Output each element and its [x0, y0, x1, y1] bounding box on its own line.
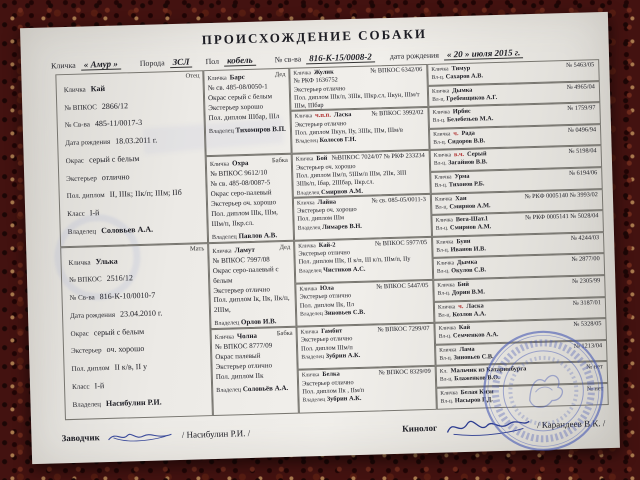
field-label: Кличка — [436, 260, 455, 268]
field-value: 23.04.2010 г. — [119, 308, 163, 319]
ancestor-number: № ВПКОС 5447/05 — [376, 281, 429, 291]
ancestor-number: № 2877/00 — [571, 255, 600, 264]
field-row — [66, 152, 202, 165]
field-label: Вл-ц. — [433, 139, 447, 146]
field-label: Кличка — [63, 85, 86, 94]
pedigree-line: Экстерьер отлично — [215, 361, 273, 371]
pedigree-line: Пол. диплом Iк, IIк, IIк/п, 2IIIм, — [213, 294, 290, 315]
ancestor-number: № 4965/04 — [566, 82, 595, 91]
ancestor-number: № ВПКОС 5977/05 — [374, 238, 428, 248]
ancestor-number: № 5328/05 — [573, 320, 602, 329]
ancestor-number: № 1213/04 — [573, 341, 603, 350]
field-label: Кличка — [299, 286, 318, 293]
field-row — [69, 272, 205, 285]
field-label: № Св-ва — [69, 293, 95, 303]
field-label: Кличка — [439, 346, 457, 354]
field-label: Кличка — [296, 199, 315, 207]
ancestor-name: Урма — [454, 172, 470, 181]
champion-prefix: ч. — [453, 129, 459, 138]
field-label: Класс — [67, 209, 85, 219]
ancestor-name: Белая Кизи — [460, 388, 494, 397]
owner-name: Сидоров В.В. — [447, 137, 486, 146]
pedigree-line: Экстерьер хорошо — [208, 102, 264, 112]
field-label: Кличка — [431, 87, 450, 95]
field-label: Кличка — [431, 66, 449, 73]
round-blue-stamp — [471, 318, 616, 463]
owner-name: Гребенщиков А.Г. — [446, 93, 498, 103]
pedigree-line: Пол. диплом IIкун, IIу, 3IIIк, IIIм, IIIм/в — [294, 126, 404, 137]
pedigree-line: Экстерьер оч. хорошо — [210, 198, 277, 209]
pedigree-cell-greatgrandparent — [290, 107, 429, 154]
breeder-name: / Насибулин Р.И. / — [181, 427, 251, 440]
owner-name: Смирнов А.М. — [449, 223, 492, 232]
pedigree-line: Пол. диплом IIIк, IIIм, IIIм/п, IIкр.сл. — [211, 208, 279, 229]
ancestor-name: Вега-Шат.1 — [455, 215, 489, 224]
ancestor-name: Бой — [316, 155, 328, 163]
field-label: Кличка — [440, 390, 458, 397]
field-label: Пол. диплом — [66, 191, 105, 201]
ancestor-name: Жулик — [313, 68, 334, 77]
field-label: Вл-ц. — [431, 74, 445, 81]
dob-value: « 20 » июля 2015 г. — [444, 47, 524, 60]
ancestor-number: № РКФ 0005141 № 5028/04 — [525, 212, 599, 222]
field-label: Пол. диплом — [71, 364, 110, 374]
pedigree-line: Окрас серо-палевый — [210, 188, 272, 199]
owner-name: Чистиков А.С. — [323, 265, 366, 274]
field-value: отлично — [101, 171, 130, 182]
pedigree-line: Окрас палевый — [215, 351, 261, 361]
owner-row — [209, 125, 287, 137]
ancestor-name: Кай-2 — [318, 241, 336, 249]
field-label: Экстерьер — [70, 346, 102, 356]
pedigree-line: Пол. диплом IIк, IIл — [299, 300, 355, 310]
ancestor-name: Бий — [457, 280, 470, 289]
pedigree-line: № ВПКОС 7997/08 — [212, 255, 270, 265]
field-label: Кличка — [301, 372, 320, 379]
field-label: Вл-ц. — [433, 160, 447, 168]
field-row — [68, 254, 204, 267]
field-label: Вл-ц. — [432, 117, 446, 125]
pedigree-line: Экстерьер оч. хорошо — [297, 205, 357, 215]
field-label: Кличка — [207, 75, 227, 83]
field-label: № Св-ва — [64, 120, 91, 130]
field-label: Вл-ц. — [440, 398, 454, 405]
owner-name: Зубрин А.К. — [326, 395, 362, 404]
owner-name: Белебезьев М.А. — [446, 115, 494, 124]
ancestor-number: №ВПКОС 7024/07 № РКФ 233234 — [331, 152, 425, 163]
field-value: 18.03.2011 г. — [115, 135, 158, 146]
field-row — [64, 99, 200, 112]
ancestor-name: Чолна — [236, 331, 258, 341]
ancestor-name: Юла — [319, 284, 334, 292]
pedigree-cell-greatgrandparent — [298, 366, 437, 413]
field-value: Кай — [90, 83, 106, 94]
pedigree-cell-grandmother-maternal — [211, 327, 299, 416]
kinolog-label: Кинолог — [402, 422, 438, 434]
field-row — [69, 289, 205, 302]
field-label: Владелец — [214, 320, 240, 328]
field-row — [68, 223, 204, 236]
dog-name-value: « Амур » — [81, 58, 121, 70]
ancestor-name: Тимур — [451, 64, 471, 73]
pedigree-line: Экстерьер отлично — [213, 284, 270, 295]
field-value: 2516/12 — [106, 273, 134, 284]
ancestor-name: Серый — [466, 150, 487, 159]
field-label: Кличка — [433, 131, 451, 138]
ancestor-number: № 1759/97 — [567, 104, 596, 113]
field-label: Кличка — [438, 325, 456, 332]
field-label: Дата рождения — [65, 137, 111, 148]
owner-name: Соловьёв А.А. — [242, 383, 289, 394]
field-row — [65, 117, 201, 130]
ancestor-number: № РКФ 0005140 № 3993/02 — [524, 190, 598, 200]
field-label: Кл. — [439, 368, 448, 376]
generation-label-babka: Бабка — [276, 329, 293, 338]
pedigree-line: Экстерьер отлично — [301, 378, 354, 388]
field-value: 2866/12 — [101, 100, 129, 111]
field-row — [70, 307, 206, 320]
field-row — [70, 325, 206, 338]
field-row — [72, 378, 208, 391]
ancestor-name: Ирбис — [452, 107, 471, 116]
dog-name-label: Кличка — [50, 60, 76, 71]
pedigree-line: Пол. диплом IIк — [215, 371, 264, 381]
field-label: Кличка — [298, 242, 316, 250]
field-label: Вл-ц. — [438, 333, 452, 340]
field-label: Владелец — [295, 138, 319, 145]
pedigree-cell-greatgrandparent — [293, 193, 432, 240]
ancestor-name: Лайна — [317, 198, 337, 206]
ancestor-number: № 5463/05 — [565, 61, 595, 70]
ancestor-name: Буян — [456, 237, 471, 245]
pedigree-cell-grandmother-paternal — [206, 154, 294, 243]
ancestor-number: № ВПКОС 3992/02 — [371, 109, 424, 118]
owner-name: Смирнов А.М. — [449, 201, 491, 211]
owner-name: Семченков А.А. — [452, 331, 499, 340]
pedigree-line: Пол. диплом IIIбар, IIIл — [208, 111, 280, 122]
champion-prefix: ч.п.п. — [315, 111, 331, 120]
pedigree-line: Пол. диплом IIIк/п, 3IIIк, IIIкр.сл, IIкун, IIIм/т — [293, 91, 420, 102]
field-value: 816-К-10/0010-7 — [99, 290, 156, 302]
field-label: Вл-ц. — [432, 96, 445, 103]
field-label: Вл-ц. — [434, 182, 448, 189]
champion-prefix: ч. — [458, 302, 464, 310]
generation-label-ded: Дед — [279, 243, 291, 251]
field-row — [67, 188, 203, 201]
owner-name: Павлов А.В. — [238, 231, 278, 241]
field-label: Кличка — [434, 195, 453, 203]
field-label: Окрас — [65, 156, 85, 165]
field-label: Владелец — [296, 189, 320, 197]
pedigree-cell-grandfather-paternal — [203, 68, 291, 157]
ancestor-name: Охра — [231, 159, 249, 168]
ancestor-name: Лама — [459, 345, 475, 353]
cert-number-value: 816-К-15/0008-2 — [306, 51, 375, 64]
field-value: II, IIIк; IIк/п; IIIм; IIб — [109, 188, 182, 200]
field-row — [64, 81, 200, 94]
field-label: Кличка — [432, 109, 450, 116]
breed-value: ЗСЛ — [169, 56, 192, 68]
pedigree-line: Пол. диплом IIк , IIм/п — [302, 386, 365, 396]
field-label: Владелец — [208, 128, 234, 135]
field-row — [66, 170, 202, 183]
owner-name: Орлов И.В. — [240, 317, 277, 327]
pedigree-cell-mother — [60, 243, 213, 420]
field-label: Владелец — [298, 267, 322, 275]
owner-name: Загайнов В.В. — [448, 158, 488, 167]
cert-number-label: № св-ва — [274, 54, 302, 65]
owner-name: Тихомиров В.П. — [235, 124, 286, 135]
ancestor-number: № ВПКОС 7299/07 — [377, 325, 430, 334]
field-label: Владелец — [216, 387, 242, 394]
pedigree-line: № св. 485-08/0050-1 — [207, 82, 268, 93]
field-label: Кличка — [214, 334, 235, 342]
field-label: № ВПКОС — [68, 275, 102, 285]
pedigree-line: Экстерьер отлично — [294, 119, 347, 129]
field-label: Вл-ц. — [439, 376, 453, 384]
ancestor-name: Мальчик из Катаринбурга — [450, 365, 527, 375]
field-label: Вл-ц. — [436, 268, 450, 276]
owner-name: Козлов А.А. — [452, 310, 487, 318]
breeder-signature — [106, 427, 176, 445]
field-label: Окрас — [70, 329, 89, 338]
ancestor-number: № ВПКОС 8329/09 — [378, 368, 431, 377]
pedigree-cell-greatgrandparent — [292, 150, 431, 197]
field-label: Вл-ц. — [435, 204, 448, 211]
field-value: Улька — [95, 256, 118, 266]
generation-label-mother: Мать — [189, 244, 205, 253]
ancestor-name: Барс — [229, 73, 245, 82]
ancestor-name: Ласка — [466, 301, 484, 310]
owner-row — [216, 384, 294, 396]
pedigree-cell-grandfather-maternal — [208, 240, 296, 329]
pedigree-cell-greatgrandparent — [296, 323, 435, 370]
field-value: Соловьев А.А. — [101, 224, 154, 235]
field-label: Владелец — [302, 397, 326, 404]
field-label: Кличка — [435, 217, 453, 224]
ancestor-name: Хан — [455, 194, 467, 202]
field-value: Насибулин Р.И. — [105, 397, 162, 408]
pedigree-line: Окрас серый с белым — [207, 92, 273, 102]
ancestor-number: № нет — [586, 363, 603, 371]
ancestor-number: № 2305/99 — [571, 277, 601, 285]
ancestor-name: Дымка — [456, 258, 478, 267]
ancestor-number: № 5198/04 — [568, 147, 597, 156]
field-label: Владелец — [72, 399, 102, 409]
field-value: I-й — [89, 208, 100, 218]
field-label: Владелец — [211, 234, 237, 241]
field-label: Вл-ц. — [438, 312, 451, 319]
field-row — [65, 134, 201, 147]
sex-label: Пол — [205, 56, 220, 67]
pedigree-line: Экстерьер оч. хорошо — [295, 162, 356, 172]
owner-name: Зубрин А.К. — [325, 352, 361, 360]
pedigree-line: № св. 485-08/0087-5 — [210, 178, 271, 189]
ancestor-number: № 0496/94 — [567, 126, 597, 134]
field-label: Кличка — [300, 329, 319, 336]
pedigree-cell-father — [55, 70, 208, 247]
pedigree-line: № РКФ 1636752 — [293, 76, 338, 86]
pedigree-line: Окрас серо-палевый с белым — [212, 264, 279, 285]
field-value: I-й — [94, 380, 105, 391]
field-label: Кличка — [212, 248, 232, 255]
owner-name: Насыров Г.Д. — [454, 396, 493, 405]
pedigree-line: IIIм, IIIбар — [294, 102, 324, 110]
ancestor-number: № 6194/06 — [568, 169, 598, 177]
pedigree-line: Экстерьер отлично — [300, 335, 353, 345]
pedigree-cell-greatgrandparent — [295, 280, 434, 327]
field-value: серый с белым — [93, 326, 145, 337]
ancestor-name: Белка — [322, 370, 340, 379]
ancestor-number: № ВПКОС 6342/06 — [370, 66, 423, 75]
field-value: II к/в, II у — [114, 361, 148, 372]
owner-name: Зиновьев С.В. — [324, 308, 366, 317]
field-label: Кличка — [293, 70, 312, 77]
field-label: Кличка — [295, 156, 314, 164]
owner-name: Тихонов Р.Б. — [448, 180, 485, 189]
ancestor-number: № 4244/03 — [570, 233, 600, 242]
ancestor-name: Ласка — [333, 111, 352, 119]
field-label: Кличка — [437, 303, 456, 311]
sex-value: кобель — [224, 55, 256, 67]
field-label: Кличка — [437, 282, 455, 289]
document-title: ПРОИСХОЖДЕНИЕ СОБАКИ — [201, 25, 428, 48]
field-value: серый с белым — [88, 153, 140, 165]
owner-name: Окулов С.В. — [451, 266, 487, 275]
pedigree-line: Экстерьер отлично — [293, 84, 346, 94]
owner-name: Иванов И.В. — [450, 245, 486, 254]
pedigree-line: № ВПКОС 9612/10 — [210, 168, 268, 179]
pedigree-line: Пол. диплом IIм/п, 5IIIм/п IIIм, 2IIк, 3III — [296, 169, 407, 180]
field-label: Класс — [71, 382, 90, 391]
pedigree-cell-greatgrandparent — [294, 237, 433, 284]
field-value: 485-11/0017-3 — [94, 118, 143, 129]
pedigree-document-sheet — [20, 12, 620, 464]
pedigree-line: № ВПКОС 8777/09 — [214, 341, 273, 352]
breeder-label: Заводчик — [61, 431, 100, 443]
field-row — [71, 360, 207, 373]
pedigree-line: Экстерьер отлично — [299, 292, 352, 301]
champion-prefix: в.ч. — [453, 151, 465, 159]
field-label: Кличка — [436, 239, 454, 246]
field-label: Кличка — [209, 161, 230, 169]
pedigree-line: Экстерьер отлично — [298, 249, 351, 258]
field-label: Кличка — [433, 152, 452, 160]
breeder-signature-group — [61, 425, 250, 446]
field-label: Владелец — [67, 227, 97, 236]
field-value: оч. хорошо — [106, 344, 145, 355]
field-row — [72, 396, 208, 409]
owner-name: Сахаров А.В. — [445, 72, 484, 81]
field-label: Кличка — [294, 113, 313, 120]
owner-name: Лимарев В.Н. — [321, 222, 362, 231]
field-label: Вл-ц. — [439, 355, 453, 362]
field-label: Кличка — [68, 257, 91, 267]
pedigree-cell-greatgrandparent — [289, 64, 428, 111]
ancestor-number: № 3187/01 — [572, 298, 602, 307]
field-label: Экстерьер — [66, 173, 97, 183]
ancestor-name: Гамбит — [321, 327, 343, 336]
pedigree-line: Пол. диплом IIIк, II к/п, III к/п, IIIм/п, IIу — [298, 255, 411, 267]
field-label: Владелец — [300, 310, 323, 318]
field-label: Вл-ц. — [435, 225, 449, 233]
owner-name: Дорин В.М. — [451, 288, 485, 297]
ancestor-name: Дымка — [452, 86, 473, 94]
owner-name: Зиновьев С.В. — [453, 353, 494, 362]
pedigree-line: Пол. диплом IIIм/п — [300, 343, 353, 353]
field-row — [67, 205, 203, 218]
field-label: Дата рождения — [69, 310, 116, 320]
dob-label: дата рождения — [389, 50, 440, 61]
field-label: Вл-ц. — [437, 290, 451, 297]
field-label: № ВПКОС — [64, 102, 97, 112]
ancestor-name: Ламут — [234, 245, 256, 255]
generation-label-ded: Дед — [274, 70, 286, 79]
ancestor-number: № нет — [586, 385, 604, 393]
field-label: Кличка — [434, 174, 452, 181]
ancestor-name: Кай — [458, 323, 471, 332]
owner-name: Блаженков В.О. — [454, 374, 500, 383]
pedigree-line: 3IIIк/п, Iбар, 2IIIбар, IIкр.сл. — [296, 178, 375, 188]
generation-label-father: Отец — [185, 72, 200, 80]
breed-label: Порода — [139, 58, 165, 68]
ancestor-name: Рада — [461, 129, 475, 137]
pedigree-line: Пол. диплом IIIм — [297, 214, 345, 223]
kinolog-name: / Карандеев В.К. / — [536, 417, 606, 430]
field-label: Владелец — [301, 354, 325, 361]
field-label: Владелец — [297, 224, 321, 232]
generation-label-babka: Бабка — [271, 157, 288, 165]
owner-name: Смирнов А.М. — [320, 187, 363, 196]
field-row — [71, 343, 207, 356]
owner-name: Колосов Г.Н. — [319, 136, 357, 145]
ancestor-number: № св. 085-05/0011-3 — [371, 195, 427, 205]
field-label: Вл-ц. — [436, 247, 450, 254]
